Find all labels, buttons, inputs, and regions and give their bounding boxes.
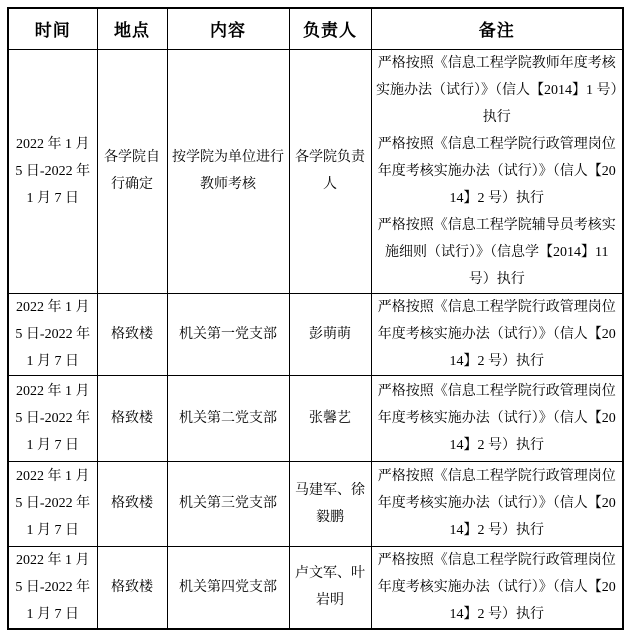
time-line: 1 月 7 日 <box>26 353 79 369</box>
cell-location: 格致楼 <box>97 293 167 375</box>
time-line: 2022 年 1 月 <box>16 383 90 399</box>
time-line: 1 月 7 日 <box>26 437 79 453</box>
header-cell-remarks: 备注 <box>371 8 623 49</box>
cell-content: 机关第二党支部 <box>167 375 289 461</box>
cell-remarks <box>371 49 623 293</box>
remark-paragraph: 严格按照《信息工程学院教师年度考核实施办法（试行）》（信人【2014】1 号）执行 <box>376 55 618 125</box>
remark-paragraph: 严格按照《信息工程学院行政管理岗位年度考核实施办法（试行）》（信人【2014】2 号）执行 <box>377 136 616 206</box>
assessment-schedule-table <box>7 7 624 630</box>
time-line: 1 月 7 日 <box>26 523 79 538</box>
cell-person: 马建军、徐毅鹏 <box>289 461 371 546</box>
time-line: 5 日-2022 年 <box>15 326 91 342</box>
remark-paragraph: 严格按照《信息工程学院行政管理岗位年度考核实施办法（试行）》（信人【2014】2 号）执行 <box>377 383 616 453</box>
cell-remarks <box>371 461 623 546</box>
cell-remarks <box>371 293 623 375</box>
time-line: 5 日-2022 年 <box>15 410 91 426</box>
time-line: 5 日-2022 年 <box>15 496 91 511</box>
cell-person: 各学院负责人 <box>289 49 371 293</box>
header-row <box>8 8 623 49</box>
cell-time <box>8 293 97 375</box>
cell-content: 机关第一党支部 <box>167 293 289 375</box>
cell-time <box>8 375 97 461</box>
remark-paragraph: 严格按照《信息工程学院辅导员考核实施细则（试行）》（信息学【2014】11 号）执行 <box>377 217 616 287</box>
remark-paragraph: 严格按照《信息工程学院行政管理岗位年度考核实施办法（试行）》（信人【2014】2 号）执行 <box>377 299 616 369</box>
cell-remarks <box>371 546 623 629</box>
cell-person: 张馨艺 <box>289 375 371 461</box>
time-line: 1 月 7 日 <box>26 190 79 206</box>
time-line: 1 月 7 日 <box>26 606 79 622</box>
time-line: 2022 年 1 月 <box>16 136 90 152</box>
cell-time <box>8 461 97 546</box>
time-line: 2022 年 1 月 <box>16 299 90 315</box>
cell-person: 彭萌萌 <box>289 293 371 375</box>
time-line: 2022 年 1 月 <box>16 552 90 568</box>
table-row <box>8 49 623 293</box>
header-cell-location: 地点 <box>97 8 167 49</box>
cell-content: 机关第三党支部 <box>167 461 289 546</box>
cell-remarks <box>371 375 623 461</box>
header-cell-content: 内容 <box>167 8 289 49</box>
table-row <box>8 546 623 629</box>
cell-time <box>8 49 97 293</box>
header-cell-time: 时间 <box>8 8 97 49</box>
table-row <box>8 461 623 546</box>
header-cell-person: 负责人 <box>289 8 371 49</box>
table-row <box>8 293 623 375</box>
cell-person: 卢文军、叶岩明 <box>289 546 371 629</box>
cell-content: 机关第四党支部 <box>167 546 289 629</box>
schedule-table-container <box>7 7 624 630</box>
cell-location: 格致楼 <box>97 375 167 461</box>
cell-location: 格致楼 <box>97 461 167 546</box>
time-line: 5 日-2022 年 <box>15 163 91 179</box>
cell-location: 格致楼 <box>97 546 167 629</box>
remark-paragraph: 严格按照《信息工程学院行政管理岗位年度考核实施办法（试行）》（信人【2014】2 号）执行 <box>377 469 616 538</box>
time-line: 5 日-2022 年 <box>15 579 91 595</box>
cell-location: 各学院自行确定 <box>97 49 167 293</box>
remark-paragraph: 严格按照《信息工程学院行政管理岗位年度考核实施办法（试行）》（信人【2014】2 号）执行 <box>377 552 616 622</box>
table-row <box>8 375 623 461</box>
cell-content: 按学院为单位进行教师考核 <box>167 49 289 293</box>
cell-time <box>8 546 97 629</box>
time-line: 2022 年 1 月 <box>16 469 90 484</box>
